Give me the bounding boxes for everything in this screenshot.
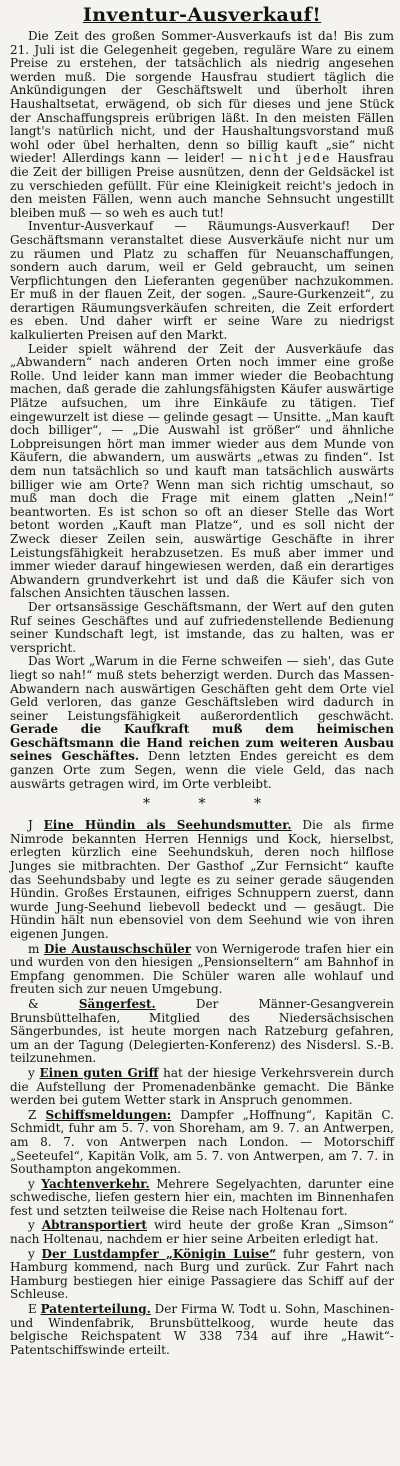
article-title: Inventur-Ausverkauf! — [82, 4, 322, 26]
notice-text: Die als firme Nimrode bekannten Herren Hennigs und Kock, hierselbst, erlegten kürzlich eine Seehundskuh, deren noch hilflose Junges sie mitbrachten. Der Gasthof „Zur Fernsicht“ kaufte das Seehundsbaby und legte es zu seiner gerade säugenden Hündin. Großes Erstaunen, eifriges Schnuppern zuerst, dann wurde Jung-Seehund liebevoll bedeckt und — gesäugt. Die Hündin hält nun ebensoviel von dem Seehund wie von ihren eigenen Jungen. — [10, 818, 394, 941]
notice-item — [10, 1109, 394, 1177]
spaced-emphasis: nicht jede — [248, 151, 332, 166]
notice-prefix: E — [28, 1302, 37, 1317]
notice-item — [10, 1067, 394, 1108]
bold-emphasis: Gerade die Kaufkraft muß dem heimischen Geschäftsmann die Hand reichen zum weiteren Ausbau seines Geschäftes. — [10, 722, 394, 764]
article-paragraph: Der ortsansässige Geschäftsmann, der Wert auf den guten Ruf seines Geschäftes und auf zufriedenstellende Bedienung seiner Kundschaft legt, ist imstande, das zu halten, was er verspricht. — [10, 599, 394, 655]
notice-item — [10, 943, 394, 997]
main-article — [10, 30, 394, 791]
notice-text: fuhr gestern, von Hamburg kommend, nach Burg und zurück. Zur Fahrt nach Hamburg bestiegen hier einige Passagiere das Schiff auf der Schleuse. — [10, 1246, 394, 1302]
notice-text: Dampfer „Hoffnung“, Kapitän C. Schmidt, fuhr am 5. 7. von Shoreham, am 9. 7. an Antwerpen, am 8. 7. von Antwerpen nach London. — Motorschiff „Seeteufel“, Kapitän Volk, am 5. 7. von Antwerpen, am 7. 7. in Southampton angekommen. — [10, 1107, 394, 1177]
article-paragraph — [10, 30, 394, 220]
notice-text: Der Firma W. Todt u. Sohn, Maschinen- und Windenfabrik, Brunsbüttelkoog, wurde heute das belgische Reichspatent W 338 734 auf ihre „Hawit“-Patentschiffswinde erteilt. — [10, 1302, 395, 1357]
notice-prefix: J — [28, 818, 33, 833]
paragraph-text: Das Wort „Warum in die Ferne schweifen — sieh', das Gute liegt so nah!“ muß stets beherzigt werden. Durch das Massen-Abwandern nach auswärtigen Geschäften geht dem Orte viel Geld verloren, das ganze Geschäftsleben wird dadurch in seiner Leistungsfähigkeit außerordentlich geschwächt. — [10, 654, 394, 723]
notice-item — [10, 819, 394, 941]
notice-heading: Der Lustdampfer „Königin Luise“ — [41, 1246, 277, 1261]
notice-item — [10, 1248, 394, 1302]
notice-item — [10, 1219, 394, 1246]
notice-prefix: m — [28, 941, 40, 956]
notice-prefix: y — [28, 1246, 35, 1261]
notice-item — [10, 1303, 394, 1357]
local-notices — [10, 819, 394, 1357]
notice-prefix: y — [28, 1218, 35, 1233]
notice-heading: Sängerfest. — [78, 996, 156, 1011]
notice-prefix: & — [28, 996, 39, 1011]
notice-heading: Einen guten Griff — [39, 1065, 159, 1080]
article-paragraph: Inventur-Ausverkauf — Räumungs-Ausverkauf! Der Geschäftsmann veranstaltet diese Ausverkäufe nicht nur um zu räumen und Platz zu schaffen für Neuanschaffungen, sondern auch darum, weil er Geld gebraucht, um seinen Verpflichtungen den Lieferanten gegenüber nachzukommen. Er muß in der flauen Zeit, der sogen. „Saure-Gurkenzeit“, zu derartigen Räumungsverkäufen schreiten, die Zeit erfordert es eben. Und daher wirft er seine Ware zu niedrigst kalkulierten Preisen auf den Markt. — [10, 219, 394, 343]
notice-prefix: y — [28, 1176, 35, 1191]
notice-text: Der Männer-Gesangverein Brunsbüttelhafen, Mitglied des Niedersächsischen Sängerbundes, ist heute morgen nach Ratzeburg gefahren, um an der Tagung (Delegierten-Konferenz) des Nisdersl. S.-B. teilzunehmen. — [10, 996, 394, 1066]
notice-heading: Schiffsmeldungen: — [45, 1107, 172, 1122]
notice-heading: Yachtenverkehr. — [41, 1176, 150, 1191]
notice-prefix: y — [28, 1065, 35, 1080]
section-separator: * * * — [143, 796, 261, 813]
notice-heading: Patenterteilung. — [40, 1302, 151, 1317]
paragraph-text: Die Zeit des großen Sommer-Ausverkaufs ist da! Bis zum 21. Juli ist die Gelegenheit gegeben, reguläre Ware zu einem Preise zu erstehen, der tatsächlich als niedrig angesehen werden muß. Die sorgende Hausfrau studiert täglich die Ankündigungen der Geschäftswelt und überholt ihren Haushaltsetat, erwägend, ob sich für dieses und jene Stück der Anschaffungspreis erübrigen läßt. In den meisten Fällen langt's natürlich nicht, und der Haushaltungsvorstand muß wohl oder übel herhalten, denn so billig kauft „sie“ nicht wieder! Allerdings kann — leider! — — [10, 29, 394, 166]
notice-text: hat der hiesige Verkehrsverein durch die Aufstellung der Promenadenbänke gemacht. Die Bänke werden bei gutem Wetter stark in Anspruch genommen. — [10, 1065, 394, 1108]
notice-prefix: Z — [28, 1107, 37, 1122]
notice-heading: Die Austauschschüler — [43, 941, 192, 956]
notice-item — [10, 1178, 394, 1219]
notice-text: von Wernigerode trafen hier ein und wurden von den hiesigen „Pensionseltern“ am Bahnhof in Empfang genommen. Die Schüler waren alle wohlauf und freuten sich zur neuen Umgebung. — [10, 941, 394, 997]
notice-heading: Abtransportiert — [41, 1218, 147, 1233]
notice-text: wird heute der große Kran „Simson“ nach Holtenau, nachdem er hier seine Arbeiten erledigt hat. — [10, 1218, 394, 1247]
article-paragraph: Leider spielt während der Zeit der Ausverkäufe das „Abwandern“ nach anderen Orten noch immer eine große Rolle. Und leider kann man immer wieder die Beobachtung machen, daß gerade die zahlungsfähigsten Käufer auswärtige Plätze aufsuchen, um ihre Einkäufe zu tätigen. Tief eingewurzelt ist diese — gelinde gesagt — Unsitte. „Man kauft doch billiger“, — „Die Auswahl ist größer“ und ähnliche Lobpreisungen hört man immer wieder aus dem Munde von Käufern, die abwandern, um auswärts „etwas zu finden“. Ist dem nun tatsächlich so und kauft man tatsächlich auswärts billiger wie am Orte? Wenn man sich richtig umschaut, so muß man doch die Frage mit einem glatten „Nein!“ beantworten. Es ist schon so oft an dieser Stelle das Wort betont worden „Kauft man Platze“, und es soll nicht der Zweck dieser Zeilen sein, auswärtige Geschäfte in ihrer Leistungsfähigkeit herabzusetzen. Es muß aber immer und immer wieder darauf hingewiesen werden, daß ein derartiges Abwandern grundverkehrt ist und daß die Käufer sich von falschen Ansichten täuschen lassen. — [10, 341, 394, 601]
article-paragraph — [10, 655, 394, 791]
paragraph-text: Hausfrau die Zeit der billigen Preise ausnützen, denn der Geldsäckel ist zu verschieden gefüllt. Für eine Kleinigkeit reicht's jedoch in den meisten Fällen, wenn auch manche Sehnsucht ungestillt bleiben muß — so weh es auch tut! — [10, 151, 394, 220]
notice-heading: Eine Hündin als Seehundsmutter. — [43, 818, 292, 833]
notice-item — [10, 998, 394, 1066]
notice-text: Mehrere Segelyachten, darunter eine schwedische, liefen gestern hier ein, machten im Binnenhafen fest und setzten teilweise die Reise nach Holtenau fort. — [10, 1176, 394, 1218]
paragraph-text: Denn letzten Endes gereicht es dem ganzen Orte zum Segen, wenn die viele Geld, das nach auswärts getragen wird, im Orte verbleibt. — [10, 749, 394, 791]
